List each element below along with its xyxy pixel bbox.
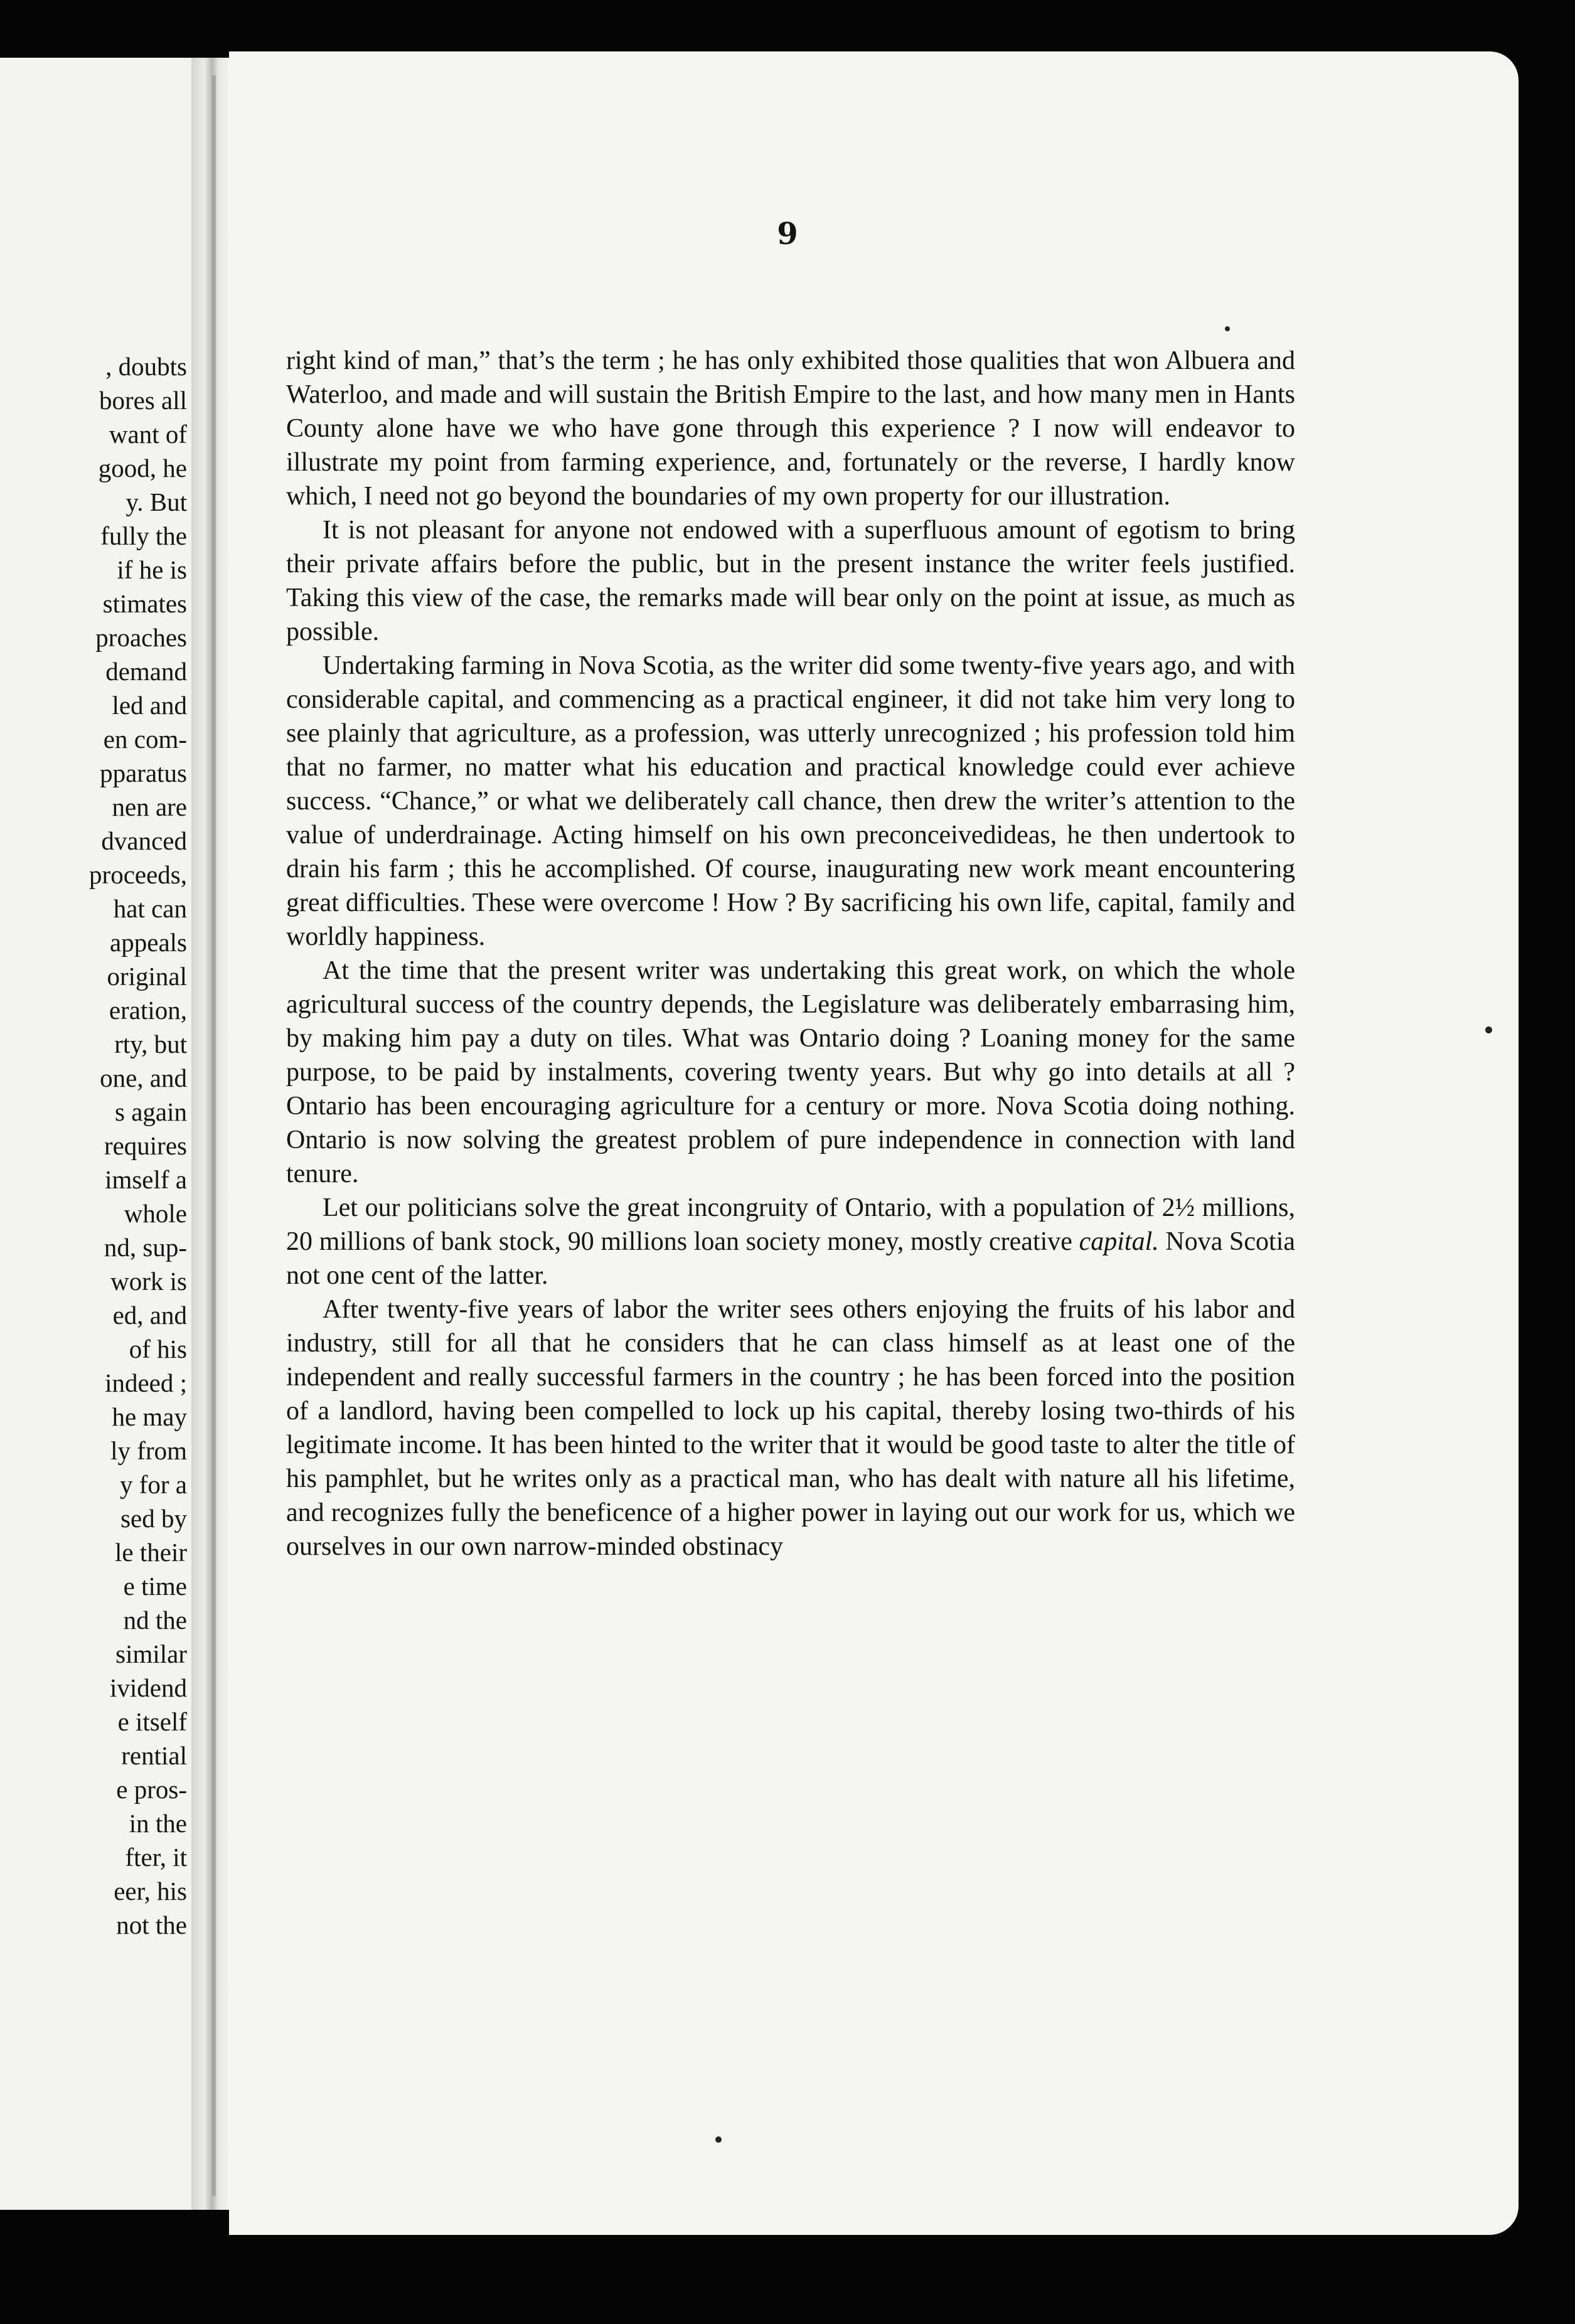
left-page-fragment: indeed ; bbox=[105, 1368, 187, 1397]
left-page-fragment: ly from bbox=[110, 1436, 187, 1465]
left-page-fragment: e time bbox=[123, 1572, 187, 1601]
left-page-fragment: led and bbox=[112, 691, 187, 720]
paragraph-continued: right kind of man,” that’s the term ; he has only exhibited those qualities that won Albuera and Waterloo, and made and will sustain the British Empire to the last, and how many men in Hants County alone have we who have gone through this experience ? I now will endeavor to illustrate my point from farming experience, and, fortunately or the reverse, I hardly know which, I need not go beyond the boundaries of my own property for our illustration. bbox=[286, 346, 1295, 511]
left-page-fragment: whole bbox=[124, 1199, 187, 1228]
left-page-fragment: appeals bbox=[110, 928, 187, 957]
paragraph-twenty-five-years: After twenty-five years of labor the writer sees others enjoying the fruits of his labor and industry, still for all that he considers that he can class himself as at least one of the independent and really successful farmers in the country ; he has been forced into the position of a landlord, having been compelled to lock up his capital, thereby losing two-thirds of his legitimate income. It has been hinted to the writer that it would be good taste to alter the title of his pamphlet, but he writes only as a practical man, who has dealt with nature all his lifetime, and recognizes fully the beneficence of a higher power in laying out our work for us, which we ourselves in our own narrow-minded obstinacy bbox=[286, 1295, 1295, 1561]
left-page-fragment: hat can bbox=[113, 894, 187, 923]
left-page-fragment: demand bbox=[105, 657, 187, 686]
left-page-fragment: nen are bbox=[112, 792, 187, 821]
left-page-fragment: stimates bbox=[102, 589, 187, 618]
left-page-fragment: similar bbox=[115, 1639, 187, 1668]
paragraph-egotism: It is not pleasant for anyone not endowed with a superfluous amount of egotism to bring their private affairs before the public, but in the present instance the writer feels justified. Taking this view of the case, the remarks made will bear only on the point at issue, as much as possible. bbox=[286, 516, 1295, 646]
left-page-fragment: one, and bbox=[100, 1063, 187, 1092]
left-page-fragment: proceeds, bbox=[89, 860, 187, 889]
left-page-fragment: in the bbox=[129, 1809, 187, 1838]
left-page-fragment: eer, his bbox=[114, 1877, 187, 1906]
left-page-fragment: not the bbox=[116, 1911, 187, 1939]
book-gutter bbox=[191, 58, 229, 2210]
paragraph-legislature: At the time that the present writer was undertaking this great work, on which the whole agricultural success of the country depends, the Legislature was deliberately embarrasing him, by making him pay a duty on tiles. What was Ontario doing ? Loaning money for the same purpose, to be paid by instalments, covering twenty years. But why go into details at all ? Ontario has been encouraging agriculture for a century or more. Nova Scotia doing nothing. Ontario is now solving the greatest problem of pure independence in connection with land tenure. bbox=[286, 956, 1295, 1188]
left-page-fragment: pparatus bbox=[100, 759, 187, 787]
left-page-cropped-text bbox=[0, 349, 187, 1942]
politicians-text-start: Let our politicians solve the great incongruity of Ontario, with a population of 2½ millions, 20 millions of bank stock, 90 millions loan society money, mostly creative bbox=[286, 1193, 1295, 1256]
left-page-fragment: he may bbox=[112, 1402, 187, 1431]
left-page-fragment: , doubts bbox=[105, 352, 187, 381]
left-page-fragment: if he is bbox=[117, 555, 187, 584]
left-page-fragment: y. But bbox=[125, 488, 187, 516]
paragraph-politicians bbox=[286, 1191, 1295, 1293]
left-page-fragment: sed by bbox=[120, 1504, 187, 1533]
left-page-fragment: e itself bbox=[117, 1707, 187, 1736]
ink-speck bbox=[1485, 1026, 1492, 1033]
paragraph-undertaking-farming: Undertaking farming in Nova Scotia, as the writer did some twenty-five years ago, and with considerable capital, and commencing as a practical engineer, it did not take him very long to see plainly that agriculture, as a profession, was utterly unrecognized ; his profession told him that no farmer, no matter what his education and practical knowledge could ever achieve success. “Chance,” or what we deliberately call chance, then drew the writer’s attention to the value of underdrainage. Acting himself on his own preconceivedideas, he then undertook to drain his farm ; this he accomplished. Of course, inaugurating new work meant encountering great difficulties. These were overcome ! How ? By sacrificing his own life, capital, family and worldly happiness. bbox=[286, 651, 1295, 951]
left-page-fragment: fully the bbox=[100, 521, 187, 550]
ink-speck bbox=[715, 2136, 722, 2143]
left-page-fragment: original bbox=[107, 962, 187, 991]
left-page-fragment: le their bbox=[115, 1538, 187, 1567]
page-number: 9 bbox=[777, 216, 798, 252]
left-page-fragment: e pros- bbox=[116, 1775, 187, 1804]
left-page-fragment: en com- bbox=[103, 725, 187, 754]
left-page-fragment: work is bbox=[110, 1267, 187, 1296]
left-page-fragment: eration, bbox=[109, 996, 187, 1025]
left-page-fragment: ividend bbox=[110, 1673, 187, 1702]
left-page-fragment: nd, sup- bbox=[104, 1233, 187, 1262]
gutter-shadow bbox=[212, 75, 216, 2196]
left-page-fragment: ed, and bbox=[112, 1301, 187, 1330]
left-page-fragment: bores all bbox=[99, 386, 187, 415]
left-page-fragment: y for a bbox=[119, 1470, 187, 1499]
left-page-fragment: good, he bbox=[98, 454, 187, 482]
left-page bbox=[0, 58, 191, 2210]
left-page-fragment: proaches bbox=[95, 623, 187, 652]
left-page-fragment: want of bbox=[109, 420, 187, 449]
italic-word-capital: capital. bbox=[1079, 1227, 1159, 1256]
left-page-fragment: requires bbox=[104, 1131, 187, 1160]
left-page-fragment: rential bbox=[121, 1741, 187, 1770]
left-page-fragment: rty, but bbox=[114, 1030, 187, 1058]
left-page-fragment: dvanced bbox=[101, 826, 187, 855]
left-page-fragment: nd the bbox=[123, 1606, 187, 1634]
left-page-fragment: fter, it bbox=[125, 1843, 187, 1872]
ink-speck bbox=[1225, 326, 1230, 331]
left-page-fragment: imself a bbox=[105, 1165, 187, 1194]
politicians-text-end: Nova Scotia not one cent of the latter. bbox=[286, 1227, 1296, 1290]
left-page-fragment: s again bbox=[115, 1097, 187, 1126]
left-page-fragment: of his bbox=[129, 1335, 187, 1363]
page-body-text bbox=[286, 344, 1295, 1564]
